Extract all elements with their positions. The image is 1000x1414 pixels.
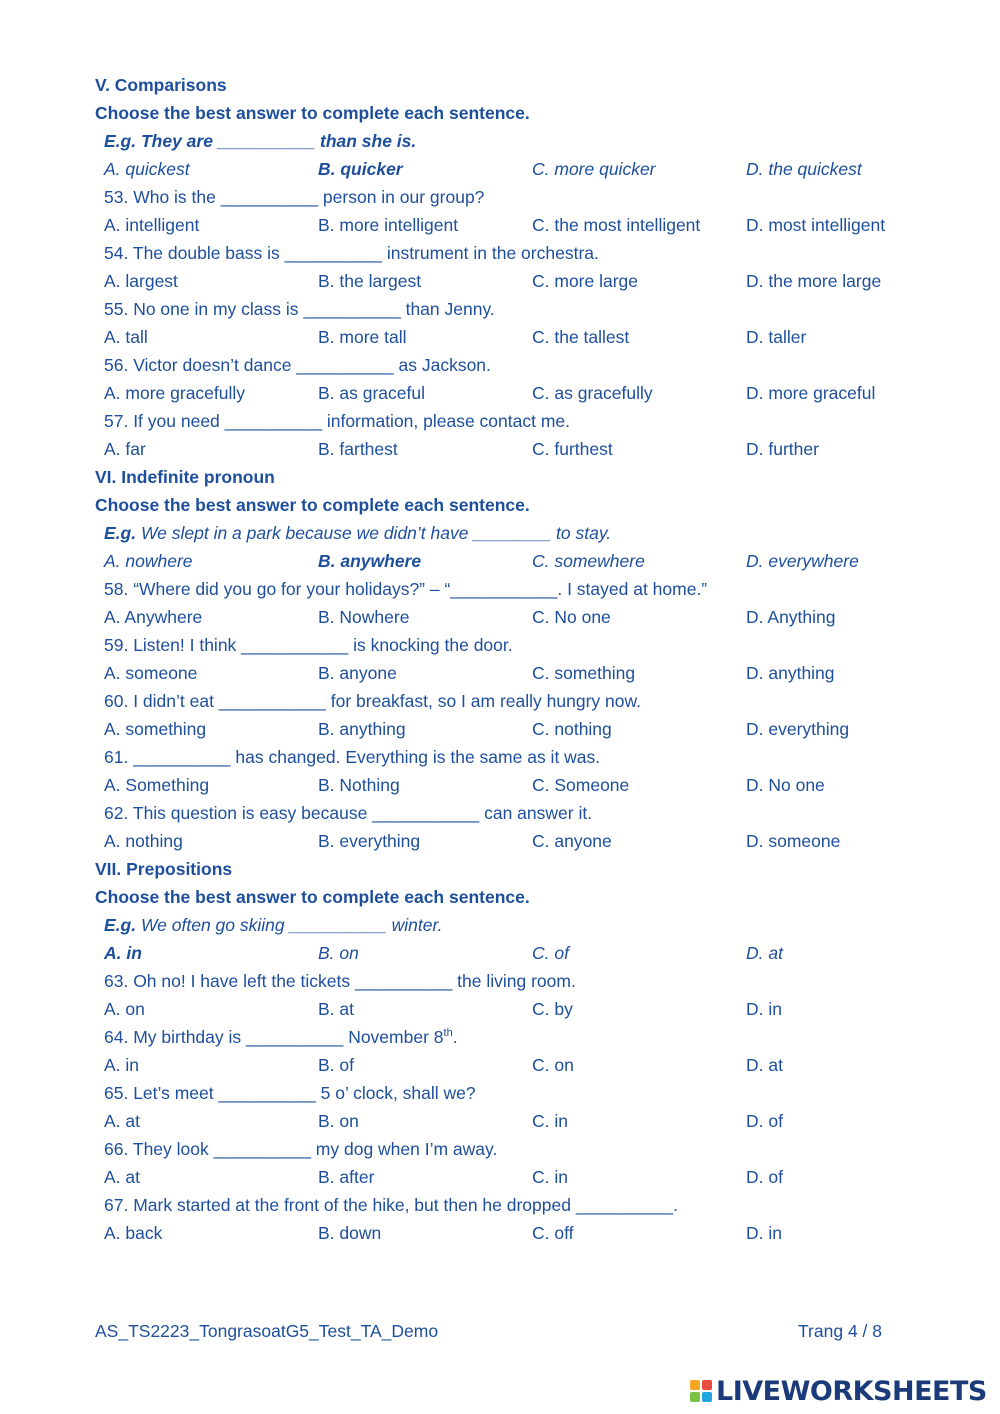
answer-option-d[interactable]: D. at xyxy=(746,1055,783,1075)
answer-option-c[interactable]: C. in xyxy=(532,1167,568,1187)
example-stem: We slept in a park because we didn’t have ________ to stay. xyxy=(136,523,612,543)
question-text: 64. My birthday is __________ November 8 xyxy=(104,1027,444,1047)
answer-option-b[interactable]: B. the largest xyxy=(318,271,422,291)
answer-option-b[interactable]: B. at xyxy=(318,999,354,1019)
answer-option-d[interactable]: D. most intelligent xyxy=(746,215,886,235)
question-stem xyxy=(95,967,955,995)
answer-option-a[interactable]: A. intelligent xyxy=(104,215,200,235)
answer-option-d[interactable]: D. taller xyxy=(746,327,807,347)
question-text: 62. This question is easy because ___________ can answer it. xyxy=(104,803,593,823)
answer-option-c[interactable]: C. the most intelligent xyxy=(532,215,701,235)
answer-option-d[interactable]: D. someone xyxy=(746,831,841,851)
question-stem xyxy=(95,407,955,435)
answer-options xyxy=(95,1051,955,1079)
answer-option-a[interactable]: A. Something xyxy=(104,775,210,795)
worksheet-content xyxy=(95,71,955,1247)
liveworksheets-logo xyxy=(690,1374,987,1408)
answer-options xyxy=(95,435,955,463)
page-footer xyxy=(95,1318,882,1344)
question-stem xyxy=(95,239,955,267)
answer-options xyxy=(95,1219,955,1247)
example-option-b: B. quicker xyxy=(318,159,403,179)
answer-option-d[interactable]: D. of xyxy=(746,1111,783,1131)
answer-options xyxy=(95,211,955,239)
example-option-a: A. nowhere xyxy=(104,551,193,571)
answer-option-a[interactable]: A. in xyxy=(104,1055,140,1075)
question-text: 67. Mark started at the front of the hike, but then he dropped __________. xyxy=(104,1195,679,1215)
question-text: 57. If you need __________ information, please contact me. xyxy=(104,411,571,431)
section-2 xyxy=(95,463,955,855)
answer-option-c[interactable]: C. No one xyxy=(532,607,611,627)
answer-options xyxy=(95,771,955,799)
example-option-d: D. everywhere xyxy=(746,551,859,571)
answer-option-a[interactable]: A. tall xyxy=(104,327,148,347)
answer-option-a[interactable]: A. at xyxy=(104,1167,140,1187)
question-stem xyxy=(95,631,955,659)
question-text: 58. “Where did you go for your holidays?” – “___________. I stayed at home.” xyxy=(104,579,708,599)
question-text: 66. They look __________ my dog when I’m away. xyxy=(104,1139,498,1159)
example-option-a: A. in xyxy=(104,943,142,963)
answer-options xyxy=(95,379,955,407)
question-text: 55. No one in my class is __________ than Jenny. xyxy=(104,299,495,319)
question-text: 53. Who is the __________ person in our group? xyxy=(104,187,485,207)
answer-options xyxy=(95,1163,955,1191)
answer-option-d[interactable]: D. in xyxy=(746,999,782,1019)
answer-option-a[interactable]: A. back xyxy=(104,1223,163,1243)
example-option-c: C. somewhere xyxy=(532,551,645,571)
answer-option-b[interactable]: B. on xyxy=(318,1111,359,1131)
question-superscript: th xyxy=(443,1027,453,1040)
section-title: V. Comparisons xyxy=(95,75,227,95)
answer-option-b[interactable]: B. everything xyxy=(318,831,421,851)
answer-option-a[interactable]: A. someone xyxy=(104,663,198,683)
question-stem xyxy=(95,799,955,827)
example-option-a: A. quickest xyxy=(104,159,190,179)
answer-option-b[interactable]: B. more tall xyxy=(318,327,407,347)
section-title: VII. Prepositions xyxy=(95,859,233,879)
answer-options xyxy=(95,267,955,295)
answer-options xyxy=(95,1107,955,1135)
answer-option-d[interactable]: D. further xyxy=(746,439,819,459)
answer-option-c[interactable]: C. nothing xyxy=(532,719,612,739)
answer-options xyxy=(95,827,955,855)
answer-option-c[interactable]: C. off xyxy=(532,1223,574,1243)
question-text: 54. The double bass is __________ instrument in the orchestra. xyxy=(104,243,599,263)
example-question xyxy=(95,519,955,547)
answer-options xyxy=(95,995,955,1023)
footer-page-number: Trang 4 / 8 xyxy=(798,1321,882,1341)
answer-option-d[interactable]: D. anything xyxy=(746,663,835,683)
answer-option-a[interactable]: A. at xyxy=(104,1111,140,1131)
question-text: 61. __________ has changed. Everything is the same as it was. xyxy=(104,747,601,767)
answer-option-a[interactable]: A. far xyxy=(104,439,146,459)
question-stem xyxy=(95,1135,955,1163)
example-stem: They are __________ than she is. xyxy=(136,131,417,151)
answer-option-a[interactable]: A. something xyxy=(104,719,207,739)
answer-option-d[interactable]: D. No one xyxy=(746,775,825,795)
answer-option-c[interactable]: C. more large xyxy=(532,271,639,291)
answer-options xyxy=(95,715,955,743)
answer-option-d[interactable]: D. of xyxy=(746,1167,783,1187)
answer-options xyxy=(95,323,955,351)
section-instruction: Choose the best answer to complete each sentence. xyxy=(95,495,530,515)
section-instruction: Choose the best answer to complete each sentence. xyxy=(95,103,530,123)
answer-option-a[interactable]: A. nothing xyxy=(104,831,183,851)
example-option-d: D. the quickest xyxy=(746,159,862,179)
answer-option-b[interactable]: B. Nothing xyxy=(318,775,400,795)
question-stem xyxy=(95,687,955,715)
question-stem xyxy=(95,295,955,323)
example-stem: We often go skiing __________ winter. xyxy=(136,915,443,935)
answer-option-c[interactable]: C. Someone xyxy=(532,775,630,795)
answer-option-b[interactable]: B. Nowhere xyxy=(318,607,410,627)
section-1 xyxy=(95,71,955,463)
question-text: 59. Listen! I think ___________ is knocking the door. xyxy=(104,635,513,655)
example-option-c: C. of xyxy=(532,943,569,963)
question-stem xyxy=(95,351,955,379)
answer-option-c[interactable]: C. the tallest xyxy=(532,327,630,347)
answer-option-d[interactable]: D. the more large xyxy=(746,271,882,291)
logo-text: LIVEWORKSHEETS xyxy=(716,1375,987,1407)
section-title: VI. Indefinite pronoun xyxy=(95,467,275,487)
answer-options xyxy=(95,603,955,631)
example-prefix: E.g. xyxy=(104,131,137,151)
logo-square-2 xyxy=(702,1380,712,1390)
example-options xyxy=(95,155,955,183)
answer-option-b[interactable]: B. as graceful xyxy=(318,383,425,403)
answer-option-b[interactable]: B. after xyxy=(318,1167,375,1187)
answer-option-b[interactable]: B. more intelligent xyxy=(318,215,459,235)
example-option-c: C. more quicker xyxy=(532,159,656,179)
question-text: 65. Let’s meet __________ 5 o’ clock, shall we? xyxy=(104,1083,476,1103)
question-stem xyxy=(95,183,955,211)
logo-square-4 xyxy=(702,1392,712,1402)
question-stem xyxy=(95,743,955,771)
question-stem xyxy=(95,575,955,603)
answer-option-d[interactable]: D. more graceful xyxy=(746,383,876,403)
footer-document-code: AS_TS2223_TongrasoatG5_Test_TA_Demo xyxy=(95,1321,439,1341)
answer-option-b[interactable]: B. of xyxy=(318,1055,354,1075)
logo-square-3 xyxy=(690,1392,700,1402)
answer-option-b[interactable]: B. anyone xyxy=(318,663,397,683)
answer-option-c[interactable]: C. as gracefully xyxy=(532,383,653,403)
example-question xyxy=(95,911,955,939)
question-text: 60. I didn’t eat ___________ for breakfast, so I am really hungry now. xyxy=(104,691,642,711)
question-stem xyxy=(95,1079,955,1107)
example-options xyxy=(95,547,955,575)
answer-option-c[interactable]: C. furthest xyxy=(532,439,613,459)
answer-option-a[interactable]: A. on xyxy=(104,999,145,1019)
answer-option-a[interactable]: A. largest xyxy=(104,271,178,291)
answer-option-d[interactable]: D. in xyxy=(746,1223,782,1243)
answer-option-c[interactable]: C. something xyxy=(532,663,636,683)
question-stem xyxy=(95,1023,955,1051)
question-stem xyxy=(95,1191,955,1219)
answer-options xyxy=(95,659,955,687)
answer-option-c[interactable]: C. in xyxy=(532,1111,568,1131)
answer-option-d[interactable]: D. Anything xyxy=(746,607,836,627)
example-option-b: B. anywhere xyxy=(318,551,422,571)
question-text: 56. Victor doesn’t dance __________ as Jackson. xyxy=(104,355,491,375)
answer-option-a[interactable]: A. more gracefully xyxy=(104,383,246,403)
example-option-d: D. at xyxy=(746,943,783,963)
answer-option-b[interactable]: B. anything xyxy=(318,719,406,739)
logo-square-1 xyxy=(690,1380,700,1390)
section-instruction: Choose the best answer to complete each sentence. xyxy=(95,887,530,907)
logo-mark-icon xyxy=(690,1380,712,1402)
answer-option-c[interactable]: C. anyone xyxy=(532,831,612,851)
answer-option-d[interactable]: D. everything xyxy=(746,719,850,739)
answer-option-b[interactable]: B. down xyxy=(318,1223,382,1243)
example-options xyxy=(95,939,955,967)
question-text-end: . xyxy=(452,1027,458,1047)
example-option-b: B. on xyxy=(318,943,359,963)
answer-option-c[interactable]: C. by xyxy=(532,999,573,1019)
section-3 xyxy=(95,855,955,1247)
question-text: 63. Oh no! I have left the tickets __________ the living room. xyxy=(104,971,576,991)
answer-option-b[interactable]: B. farthest xyxy=(318,439,398,459)
example-prefix: E.g. xyxy=(104,915,137,935)
answer-option-c[interactable]: C. on xyxy=(532,1055,574,1075)
example-prefix: E.g. xyxy=(104,523,137,543)
example-question xyxy=(95,127,955,155)
answer-option-a[interactable]: A. Anywhere xyxy=(104,607,203,627)
